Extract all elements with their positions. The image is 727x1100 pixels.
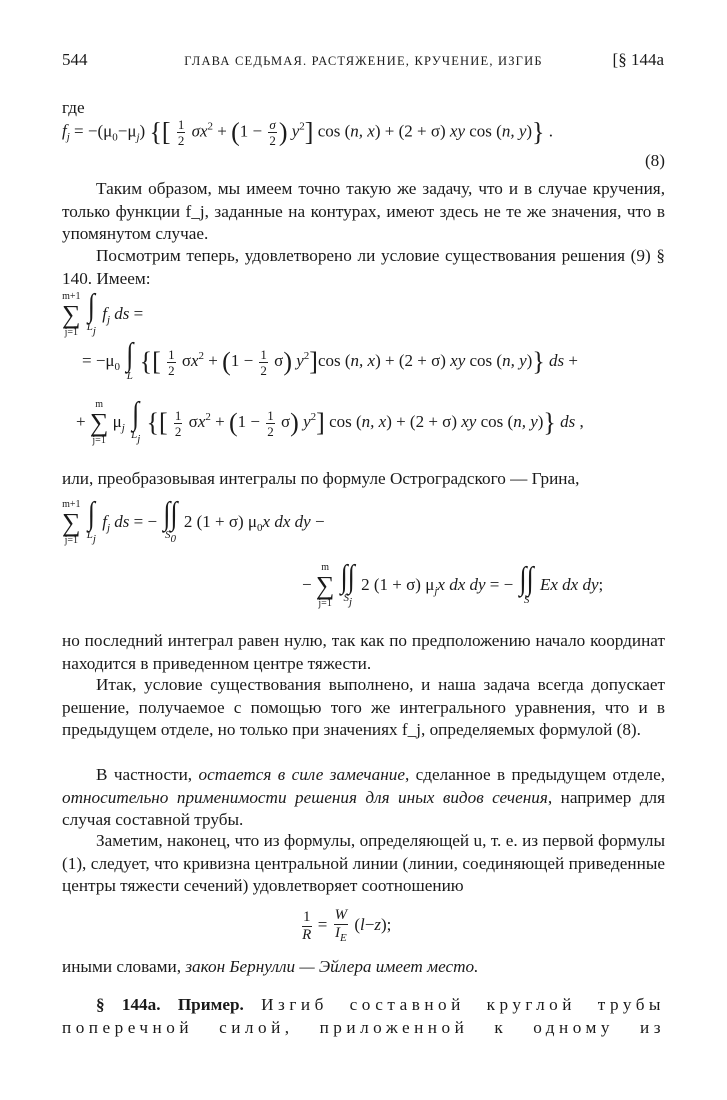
paragraph-8-text: иными словами,	[62, 957, 182, 976]
paragraph-6	[62, 764, 665, 832]
where-label: где	[62, 98, 85, 117]
paragraph-6-text-b: , сделанное в предыдущем отделе,	[404, 765, 666, 784]
paragraph-1-text: Таким образом, мы имеем точно такую же задачу, что и в случае кручения, только функции f_j, заданные на контурах, имеют здесь не те же значения, что в упомянутом случае.	[62, 179, 665, 243]
paragraph-6-text-c: , например для случая составной трубы.	[62, 787, 665, 829]
equation-8-number: (8)	[644, 151, 665, 170]
page-number: 544	[62, 50, 88, 69]
paragraph-5-text: Итак, условие существования выполнено, и наша задача всегда допускает решение, получаемое с помощью того же интегрального уравнения, что и в предыдущем отделе, но только при значениях f_j, определяемых формулой (8).	[62, 675, 665, 739]
paragraph-8-emphasis: закон Бернулли — Эйлера имеет место.	[185, 957, 479, 976]
paragraph-7-text: Заметим, наконец, что из формулы, определяющей u, т. е. из первой формулы (1), следует, что кривизна центральной линии (линии, соединяющей приведенные центры тяжести сечений) удовлетворяет соотношению	[62, 831, 665, 895]
paragraph-6-text-a: В частности,	[96, 765, 193, 784]
equation-8: $f_j = -(\mu_0-\mu_j)$ {[ $\frac{1}{2}$ $\sigma x^2 + (1$ − $\frac{\sigma}{2}$ ) $y^2$] cos (n, x) + (2 + σ) xy cos (n, y)} .	[62, 117, 554, 148]
paragraph-4	[62, 630, 665, 675]
paragraph-5	[62, 674, 665, 742]
curvature-equation: $\frac{1}{R}$ = $\frac{W}{I_E}$ (l−z);	[302, 907, 392, 944]
paragraph-2-text: Посмотрим теперь, удовлетворено ли условие существования решения (9) § 140. Имеем:	[62, 246, 665, 288]
paragraph-7	[62, 830, 665, 898]
section-heading-line-2	[62, 1017, 665, 1040]
section-heading-line-1	[62, 994, 665, 1017]
paragraph-1	[62, 178, 665, 246]
paragraph-8	[62, 956, 665, 979]
green-equation-line-2: − m ∑ j=1 ∫∫ Sj 2 (1 + σ) $\mu_jx$ dx dy = − ∫∫ S Ex dx dy;	[302, 558, 604, 609]
green-equation-line-1: m+1 ∑ j=1 ∫ Lj $f_j$ ds = − ∫∫ S0 2 (1 + σ) $\mu_0x$ dx dy −	[62, 495, 325, 546]
paragraph-6-emphasis-1: остается в силе замечание	[198, 765, 405, 784]
paragraph-4-text: но последний интеграл равен нулю, так как по предположению начало координат находится в приведенном центре тяжести.	[62, 631, 665, 673]
sum-equation-line-1: m+1 ∑ j=1 ∫ Lj $f_j$ ds =	[62, 287, 144, 338]
section-text-line-2: поперечной силой, приложенной к одному из	[62, 1018, 665, 1037]
sum-equation-line-3: + m ∑ j=1 $\mu_j$ ∫ Lj {[ $\frac{1}{2}$ $\sigma x^2 + (1$ − $\frac{1}{2}$ σ) $y^2$] cos (n, x) + (2 + σ) xy cos (n, y)} ds ,	[76, 395, 584, 446]
paragraph-6-emphasis-2: относительно применимости решения для иных видов сечения	[62, 787, 548, 807]
section-title: § 144а. Пример.	[96, 995, 244, 1014]
paragraph-3-text: или, преобразовывая интегралы по формуле Остроградского — Грина,	[62, 469, 580, 488]
sum-equation-line-2: = $-\mu_0$ ∫ L {[ $\frac{1}{2}$ $\sigma x^2 + (1$ − $\frac{1}{2}$ σ) $y^2]\cos$ (n, x) + (2 + σ) xy cos (n, y)} ds +	[82, 336, 579, 382]
paragraph-3	[62, 468, 665, 491]
section-reference: [§ 144а	[612, 50, 664, 69]
section-text-line-1: Изгиб составной круглой трубы	[261, 995, 665, 1014]
paragraph-2	[62, 245, 665, 290]
running-title: ГЛАВА СЕДЬМАЯ. РАСТЯЖЕНИЕ, КРУЧЕНИЕ, ИЗГИБ	[184, 54, 543, 68]
